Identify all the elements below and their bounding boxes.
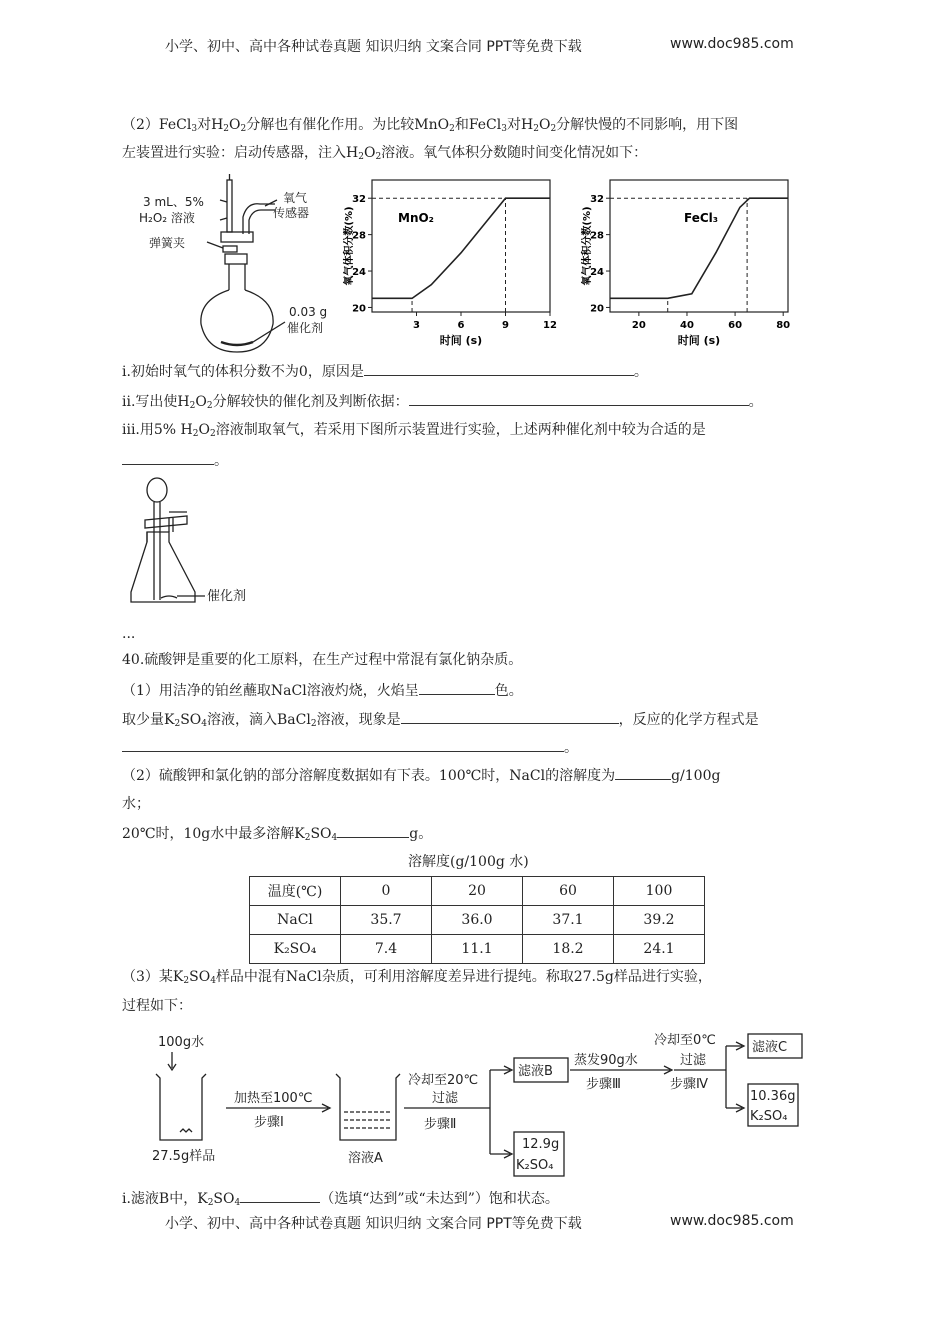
answer-blank-q2i[interactable] [364,361,634,376]
table-row [250,935,705,964]
ellipsis: ... [122,626,136,642]
x-tick-label: 12 [543,320,557,331]
flow-cool0: 冷却至0℃ [654,1033,716,1048]
apparatus-solution-b: H₂O₂ 溶液 [139,211,195,225]
flow-k2so4-1: K₂SO₄ [516,1158,554,1173]
y-tick-label: 24 [352,267,366,279]
flow-solution-a: 溶液A [348,1151,383,1166]
flow-heat: 加热至100℃ [234,1091,313,1106]
x-tick-label: 60 [728,320,743,331]
flow-filter2: 过滤 [680,1053,707,1068]
q40-part2-b: 水； [122,796,150,812]
flow-sample: 27.5g样品 [152,1149,216,1164]
q2-intro-line1: （2）FeCl$_3$对$H_2O_2$分解也有催化作用。为比较MnO$_2$和FeCl$_3$对$H_2O_2$分解快慢的不同影响，用下图 [122,117,739,134]
q2-ii: ii.写出使$H_2O_2$分解较快的催化剂及判断依据： 。 [122,391,763,412]
chart-fecl3 [576,170,806,350]
table-header-row [250,877,705,906]
chart-mno2 [338,170,568,350]
flow-k2so4-2: K₂SO₄ [750,1109,788,1124]
table-cell: 温度(℃) [250,877,341,906]
table-row [250,906,705,935]
q40-stem: 40.硫酸钾是重要的化工原料，在生产过程中常混有氯化钠杂质。 [122,652,523,668]
y-tick-label: 20 [590,303,604,315]
answer-blank-phenomenon[interactable] [401,709,619,724]
apparatus-catalyst-b: 催化剂 [287,321,324,335]
table-cell: 0 [341,877,432,906]
x-axis-label: 时间 (s) [439,334,483,347]
flow-filter: 过滤 [432,1091,459,1106]
chart-title: MnO₂ [398,211,434,225]
x-tick-label: 6 [457,320,465,331]
y-axis-label: 氧气体积分数(%) [344,206,355,286]
answer-blank-saturation[interactable] [240,1188,320,1203]
answer-blank-q2ii[interactable] [409,391,749,406]
table-cell: 20 [432,877,523,906]
y-axis-label: 氧气体积分数(%) [582,206,593,286]
footer-site[interactable]: www.doc985.com [670,1213,794,1229]
flow-water: 100g水 [158,1035,205,1050]
conical-flask-figure [125,472,265,612]
q40-part2: （2）硫酸钾和氯化钠的部分溶解度数据如有下表。100℃时，NaCl的溶解度为 g/100g [122,765,720,786]
y-tick-label: 28 [590,230,604,242]
flask-catalyst-label: 催化剂 [207,589,247,604]
x-tick-label: 80 [776,320,791,331]
apparatus-catalyst-a: 0.03 g [289,305,328,319]
x-tick-label: 40 [680,320,694,331]
answer-blank-flame[interactable] [419,680,495,695]
table-cell: 11.1 [432,935,523,964]
flow-filtrate-c: 滤液C [752,1040,788,1055]
table-caption: 溶解度(g/100g 水) [408,854,529,870]
apparatus-sensor-b: 传感器 [273,206,310,220]
q2-i: i.初始时氧气的体积分数不为0，原因是 。 [122,361,648,382]
apparatus-clamp: 弹簧夹 [149,236,186,250]
x-tick-label: 20 [631,320,646,331]
apparatus-solution-a: 3 mL、5% [143,195,204,209]
x-axis-label: 时间 (s) [677,334,721,347]
apparatus-sensor-a: 氧气 [283,191,308,205]
chart-title: FeCl₃ [684,211,719,225]
table-cell: 18.2 [523,935,614,964]
q40-part3: （3）某$K_2SO_4$样品中混有NaCl杂质，可利用溶解度差异进行提纯。称取27.5g样品进行实验， [122,969,712,986]
x-tick-label: 3 [413,320,420,331]
table-cell: 7.4 [341,935,432,964]
flow-cool20: 冷却至20℃ [408,1073,479,1088]
table-cell: 39.2 [614,906,705,935]
flow-step4: 步骤Ⅳ [670,1077,708,1092]
flow-step1: 步骤Ⅰ [254,1115,284,1130]
q40-part3-b: 过程如下： [122,998,192,1014]
q2-iii-answer: 。 [122,450,228,471]
q40-part1-b: 取少量$K_2SO_4$溶液，滴入BaCl$_2$溶液，现象是 ，反应的化学方程式是 [122,709,759,730]
y-tick-label: 32 [590,194,604,206]
flow-evap: 蒸发90g水 [574,1053,638,1068]
flow-mass-10-36: 10.36g [750,1089,796,1104]
table-cell: K₂SO₄ [250,935,341,964]
flow-step2: 步骤Ⅱ [424,1117,457,1132]
flow-filtrate-b: 滤液B [518,1064,553,1079]
q2-intro-line2: 左装置进行实验：启动传感器，注入$H_2O_2$溶液。氧气体积分数随时间变化情况如下： [122,145,648,162]
header-site[interactable]: www.doc985.com [670,36,794,52]
y-tick-label: 24 [590,267,604,279]
plot-frame [610,180,788,312]
flow-step3: 步骤Ⅲ [586,1077,621,1092]
table-cell: 60 [523,877,614,906]
solubility-table [249,876,705,964]
q40-i: i.滤液B中，$K_2SO_4$ （选填“达到”或“未达到”）饱和状态。 [122,1188,559,1209]
table-cell: 37.1 [523,906,614,935]
y-tick-label: 28 [352,230,366,242]
flow-mass-12-9: 12.9g [522,1137,560,1152]
answer-blank-k2so4-mass[interactable] [337,823,409,838]
q40-equation: 。 [122,737,578,758]
answer-blank-equation[interactable] [122,737,564,752]
process-flow-diagram [150,1028,810,1178]
q40-part1: （1）用洁净的铂丝蘸取NaCl溶液灼烧，火焰呈 色。 [122,680,523,701]
y-tick-label: 32 [352,194,366,206]
x-tick-label: 9 [502,320,509,331]
table-cell: 100 [614,877,705,906]
answer-blank-nacl-solubility[interactable] [615,765,671,780]
plot-frame [372,180,550,312]
answer-blank-q2iii[interactable] [122,450,214,465]
footer-title: 小学、初中、高中各种试卷真题 知识归纳 文案合同 PPT等免费下载 [165,1216,582,1232]
table-cell: 36.0 [432,906,523,935]
q2-iii: iii.用5% $H_2O_2$溶液制取氧气，若采用下图所示装置进行实验，上述两种催化剂中较为合适的是 [122,422,706,439]
apparatus-diagram [135,172,350,357]
y-tick-label: 20 [352,303,366,315]
table-cell: 35.7 [341,906,432,935]
header-title: 小学、初中、高中各种试卷真题 知识归纳 文案合同 PPT等免费下载 [165,39,582,55]
table-cell: 24.1 [614,935,705,964]
table-cell: NaCl [250,906,341,935]
q40-part2-c: 20℃时，10g水中最多溶解$K_2SO_4$ g。 [122,823,432,844]
